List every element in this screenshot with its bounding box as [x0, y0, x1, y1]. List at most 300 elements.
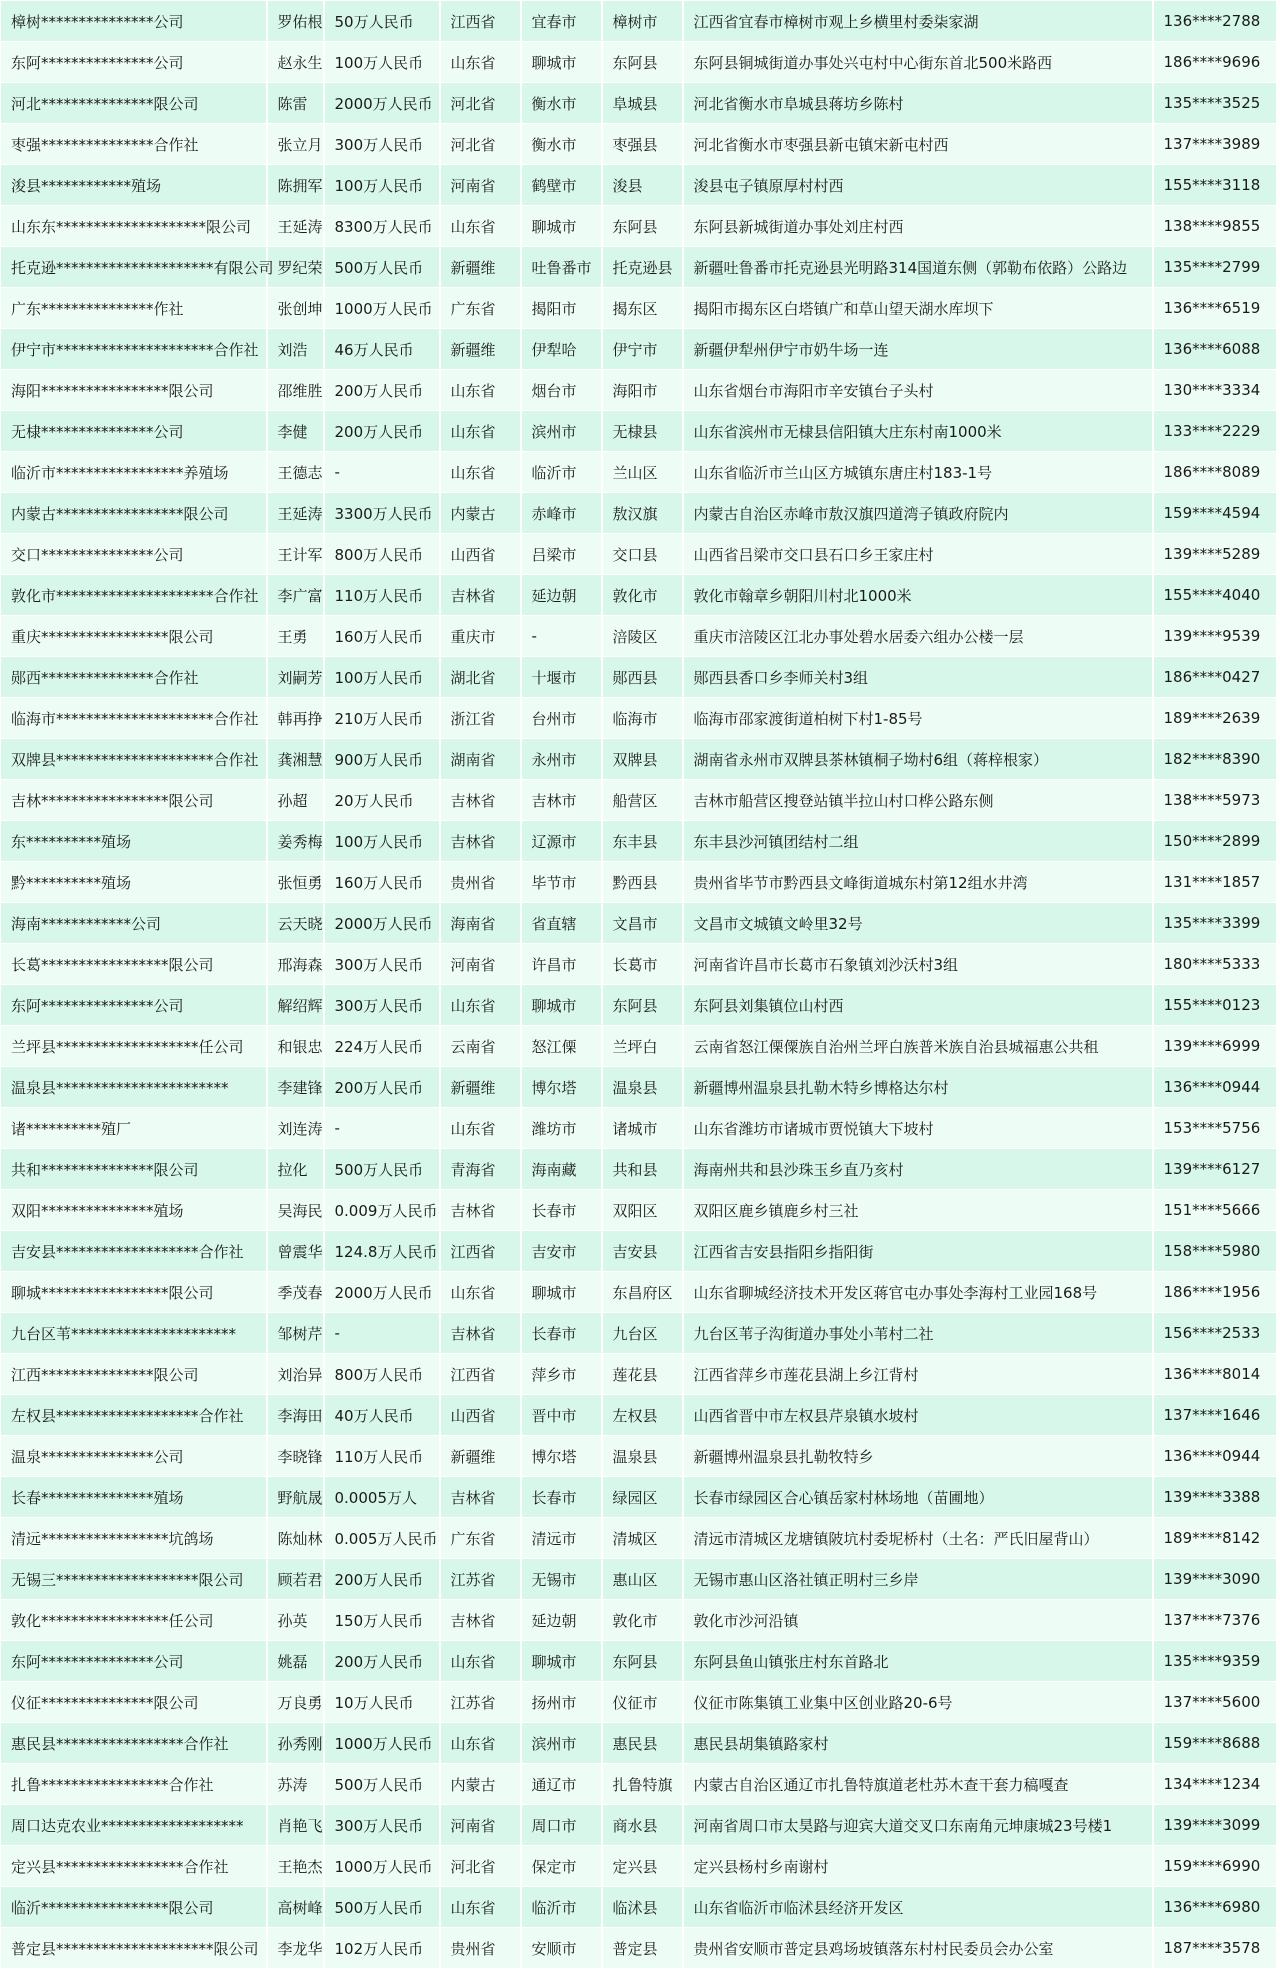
province-cell: 广东省: [440, 288, 521, 329]
table-row: [1, 1313, 1277, 1354]
registered-capital-cell: 200万人民币: [324, 370, 440, 411]
city-cell: 长春市: [521, 1190, 602, 1231]
city-cell: 安顺市: [521, 1928, 602, 1969]
legal-rep-cell: 孙超: [267, 780, 324, 821]
legal-rep-cell: 万良勇: [267, 1682, 324, 1723]
phone-cell: 139****6999: [1153, 1026, 1277, 1067]
company-name-cell: 河北***************限公司: [1, 83, 267, 124]
address-cell: 河南省周口市太昊路与迎宾大道交叉口东南角元坤康城23号楼1: [683, 1805, 1153, 1846]
phone-cell: 182****8390: [1153, 739, 1277, 780]
city-cell: 怒江傈: [521, 1026, 602, 1067]
registered-capital-cell: 1000万人民币: [324, 1846, 440, 1887]
province-cell: 江西省: [440, 1, 521, 42]
table-row: [1, 83, 1277, 124]
legal-rep-cell: 李晓锋: [267, 1436, 324, 1477]
district-cell: 左权县: [602, 1395, 683, 1436]
registered-capital-cell: 10万人民币: [324, 1682, 440, 1723]
company-name-cell: 浚县************殖场: [1, 165, 267, 206]
phone-cell: 137****3989: [1153, 124, 1277, 165]
district-cell: 临沭县: [602, 1887, 683, 1928]
table-row: [1, 1805, 1277, 1846]
province-cell: 吉林省: [440, 575, 521, 616]
company-name-cell: 周口达克农业*******************: [1, 1805, 267, 1846]
legal-rep-cell: 罗纪荣: [267, 247, 324, 288]
legal-rep-cell: 王艳杰: [267, 1846, 324, 1887]
address-cell: 山东省临沂市兰山区方城镇东唐庄村183-1号: [683, 452, 1153, 493]
table-row: [1, 1, 1277, 42]
table-row: [1, 616, 1277, 657]
company-name-cell: 江西***************限公司: [1, 1354, 267, 1395]
registered-capital-cell: 300万人民币: [324, 944, 440, 985]
legal-rep-cell: 曾震华: [267, 1231, 324, 1272]
address-cell: 新疆吐鲁番市托克逊县光明路314国道东侧（郭勒布依路）公路边: [683, 247, 1153, 288]
phone-cell: 151****5666: [1153, 1190, 1277, 1231]
company-name-cell: 九台区苇**********************: [1, 1313, 267, 1354]
registered-capital-cell: 100万人民币: [324, 821, 440, 862]
registered-capital-cell: 300万人民币: [324, 124, 440, 165]
registered-capital-cell: 40万人民币: [324, 1395, 440, 1436]
city-cell: 扬州市: [521, 1682, 602, 1723]
address-cell: 东阿县新城街道办事处刘庄村西: [683, 206, 1153, 247]
district-cell: 温泉县: [602, 1067, 683, 1108]
legal-rep-cell: 王延涛: [267, 493, 324, 534]
city-cell: 通辽市: [521, 1764, 602, 1805]
province-cell: 湖南省: [440, 739, 521, 780]
phone-cell: 159****4594: [1153, 493, 1277, 534]
phone-cell: 135****3399: [1153, 903, 1277, 944]
registered-capital-cell: 150万人民币: [324, 1600, 440, 1641]
registered-capital-cell: 2000万人民币: [324, 903, 440, 944]
city-cell: 许昌市: [521, 944, 602, 985]
address-cell: 郧西县香口乡李师关村3组: [683, 657, 1153, 698]
legal-rep-cell: 陈雷: [267, 83, 324, 124]
district-cell: 兰坪白: [602, 1026, 683, 1067]
district-cell: 无棣县: [602, 411, 683, 452]
province-cell: 贵州省: [440, 862, 521, 903]
table-row: [1, 1354, 1277, 1395]
table-row: [1, 739, 1277, 780]
city-cell: 吉安市: [521, 1231, 602, 1272]
registered-capital-cell: 200万人民币: [324, 1641, 440, 1682]
phone-cell: 187****3578: [1153, 1928, 1277, 1969]
phone-cell: 139****3099: [1153, 1805, 1277, 1846]
city-cell: 衡水市: [521, 124, 602, 165]
table-row: [1, 1477, 1277, 1518]
address-cell: 双阳区鹿乡镇鹿乡村三社: [683, 1190, 1153, 1231]
district-cell: 敖汉旗: [602, 493, 683, 534]
address-cell: 内蒙古自治区赤峰市敖汉旗四道湾子镇政府院内: [683, 493, 1153, 534]
legal-rep-cell: 王德志: [267, 452, 324, 493]
district-cell: 枣强县: [602, 124, 683, 165]
district-cell: 商水县: [602, 1805, 683, 1846]
registered-capital-cell: 100万人民币: [324, 657, 440, 698]
city-cell: 临沂市: [521, 1887, 602, 1928]
address-cell: 海南州共和县沙珠玉乡直乃亥村: [683, 1149, 1153, 1190]
registered-capital-cell: 300万人民币: [324, 985, 440, 1026]
table-row: [1, 1600, 1277, 1641]
registered-capital-cell: 3300万人民币: [324, 493, 440, 534]
legal-rep-cell: 苏涛: [267, 1764, 324, 1805]
address-cell: 吉林市船营区搜登站镇半拉山村口桦公路东侧: [683, 780, 1153, 821]
company-name-cell: 临海市*********************合作社: [1, 698, 267, 739]
company-name-cell: 双牌县*********************合作社: [1, 739, 267, 780]
registered-capital-cell: 100万人民币: [324, 42, 440, 83]
district-cell: 绿园区: [602, 1477, 683, 1518]
address-cell: 新疆伊犁州伊宁市奶牛场一连: [683, 329, 1153, 370]
phone-cell: 180****5333: [1153, 944, 1277, 985]
table-row: [1, 657, 1277, 698]
registered-capital-cell: 102万人民币: [324, 1928, 440, 1969]
phone-cell: 186****0427: [1153, 657, 1277, 698]
province-cell: 吉林省: [440, 1600, 521, 1641]
phone-cell: 136****6519: [1153, 288, 1277, 329]
city-cell: 聊城市: [521, 1272, 602, 1313]
phone-cell: 156****2533: [1153, 1313, 1277, 1354]
province-cell: 青海省: [440, 1149, 521, 1190]
legal-rep-cell: 季茂春: [267, 1272, 324, 1313]
phone-cell: 135****2799: [1153, 247, 1277, 288]
province-cell: 河南省: [440, 1805, 521, 1846]
city-cell: 临沂市: [521, 452, 602, 493]
table-row: [1, 329, 1277, 370]
legal-rep-cell: 邢海森: [267, 944, 324, 985]
company-name-cell: 重庆*****************限公司: [1, 616, 267, 657]
legal-rep-cell: 陈拥军: [267, 165, 324, 206]
registered-capital-cell: 900万人民币: [324, 739, 440, 780]
phone-cell: 186****1956: [1153, 1272, 1277, 1313]
legal-rep-cell: 孙秀刚: [267, 1723, 324, 1764]
company-name-cell: 惠民县*****************合作社: [1, 1723, 267, 1764]
phone-cell: 137****7376: [1153, 1600, 1277, 1641]
address-cell: 东阿县刘集镇位山村西: [683, 985, 1153, 1026]
table-row: [1, 1764, 1277, 1805]
registered-capital-cell: 46万人民币: [324, 329, 440, 370]
district-cell: 浚县: [602, 165, 683, 206]
address-cell: 临海市邵家渡街道柏树下村1-85号: [683, 698, 1153, 739]
province-cell: 山东省: [440, 452, 521, 493]
city-cell: 长春市: [521, 1477, 602, 1518]
address-cell: 山东省潍坊市诸城市贾悦镇大下坡村: [683, 1108, 1153, 1149]
company-name-cell: 黔**********殖场: [1, 862, 267, 903]
registered-capital-cell: 500万人民币: [324, 1887, 440, 1928]
district-cell: 东阿县: [602, 42, 683, 83]
district-cell: 定兴县: [602, 1846, 683, 1887]
registered-capital-cell: 210万人民币: [324, 698, 440, 739]
city-cell: 省直辖: [521, 903, 602, 944]
phone-cell: 189****2639: [1153, 698, 1277, 739]
district-cell: 扎鲁特旗: [602, 1764, 683, 1805]
address-cell: 无锡市惠山区洛社镇正明村三乡岸: [683, 1559, 1153, 1600]
province-cell: 山东省: [440, 1887, 521, 1928]
company-name-cell: 双阳***************殖场: [1, 1190, 267, 1231]
city-cell: 辽源市: [521, 821, 602, 862]
legal-rep-cell: 刘嗣芳: [267, 657, 324, 698]
legal-rep-cell: 韩再挣: [267, 698, 324, 739]
province-cell: 河南省: [440, 165, 521, 206]
registered-capital-cell: 200万人民币: [324, 411, 440, 452]
registered-capital-cell: 0.0005万人: [324, 1477, 440, 1518]
city-cell: 吕梁市: [521, 534, 602, 575]
company-name-cell: 广东***************作社: [1, 288, 267, 329]
registered-capital-cell: 0.009万人民币: [324, 1190, 440, 1231]
phone-cell: 186****8089: [1153, 452, 1277, 493]
table-row: [1, 1846, 1277, 1887]
province-cell: 江苏省: [440, 1682, 521, 1723]
company-name-cell: 敦化*****************任公司: [1, 1600, 267, 1641]
legal-rep-cell: 顾若君: [267, 1559, 324, 1600]
city-cell: 萍乡市: [521, 1354, 602, 1395]
registered-capital-cell: 200万人民币: [324, 1559, 440, 1600]
table-row: [1, 1395, 1277, 1436]
phone-cell: 136****6088: [1153, 329, 1277, 370]
phone-cell: 186****9696: [1153, 42, 1277, 83]
table-row: [1, 1026, 1277, 1067]
table-row: [1, 862, 1277, 903]
company-name-cell: 聊城*****************限公司: [1, 1272, 267, 1313]
city-cell: 聊城市: [521, 1641, 602, 1682]
district-cell: 船营区: [602, 780, 683, 821]
city-cell: 吐鲁番市: [521, 247, 602, 288]
district-cell: 温泉县: [602, 1436, 683, 1477]
province-cell: 内蒙古: [440, 1764, 521, 1805]
table-row: [1, 1518, 1277, 1559]
province-cell: 河北省: [440, 83, 521, 124]
company-name-cell: 吉林*****************限公司: [1, 780, 267, 821]
district-cell: 清城区: [602, 1518, 683, 1559]
city-cell: 永州市: [521, 739, 602, 780]
table-row: [1, 1928, 1277, 1969]
table-row: [1, 411, 1277, 452]
phone-cell: 139****3388: [1153, 1477, 1277, 1518]
company-name-cell: 东阿***************公司: [1, 1641, 267, 1682]
company-name-cell: 东阿***************公司: [1, 985, 267, 1026]
district-cell: 兰山区: [602, 452, 683, 493]
table-row: [1, 493, 1277, 534]
city-cell: 烟台市: [521, 370, 602, 411]
district-cell: 普定县: [602, 1928, 683, 1969]
city-cell: 周口市: [521, 1805, 602, 1846]
address-cell: 山东省聊城经济技术开发区蒋官屯办事处李海村工业园168号: [683, 1272, 1153, 1313]
district-cell: 敦化市: [602, 575, 683, 616]
legal-rep-cell: 李海田: [267, 1395, 324, 1436]
province-cell: 河北省: [440, 124, 521, 165]
address-cell: 长春市绿园区合心镇岳家村林场地（苗圃地）: [683, 1477, 1153, 1518]
company-name-cell: 长春***************殖场: [1, 1477, 267, 1518]
province-cell: 山东省: [440, 206, 521, 247]
province-cell: 山东省: [440, 1108, 521, 1149]
city-cell: 延边朝: [521, 575, 602, 616]
table-row: [1, 247, 1277, 288]
province-cell: 山东省: [440, 1723, 521, 1764]
table-row: [1, 780, 1277, 821]
phone-cell: 158****5980: [1153, 1231, 1277, 1272]
district-cell: 共和县: [602, 1149, 683, 1190]
province-cell: 广东省: [440, 1518, 521, 1559]
legal-rep-cell: 刘浩: [267, 329, 324, 370]
legal-rep-cell: 李龙华: [267, 1928, 324, 1969]
company-name-cell: 郧西***************合作社: [1, 657, 267, 698]
district-cell: 涪陵区: [602, 616, 683, 657]
city-cell: 无锡市: [521, 1559, 602, 1600]
district-cell: 九台区: [602, 1313, 683, 1354]
address-cell: 山西省晋中市左权县芹泉镇水坡村: [683, 1395, 1153, 1436]
phone-cell: 139****5289: [1153, 534, 1277, 575]
phone-cell: 137****5600: [1153, 1682, 1277, 1723]
company-name-cell: 山东东********************限公司: [1, 206, 267, 247]
address-cell: 新疆博州温泉县扎勒木特乡博格达尔村: [683, 1067, 1153, 1108]
district-cell: 东阿县: [602, 1641, 683, 1682]
city-cell: 海南藏: [521, 1149, 602, 1190]
city-cell: 聊城市: [521, 42, 602, 83]
province-cell: 山东省: [440, 42, 521, 83]
legal-rep-cell: 陈灿林: [267, 1518, 324, 1559]
province-cell: 江西省: [440, 1231, 521, 1272]
address-cell: 文昌市文城镇文岭里32号: [683, 903, 1153, 944]
phone-cell: 136****2788: [1153, 1, 1277, 42]
company-name-cell: 内蒙古*****************限公司: [1, 493, 267, 534]
address-cell: 江西省萍乡市莲花县湖上乡江背村: [683, 1354, 1153, 1395]
city-cell: 衡水市: [521, 83, 602, 124]
phone-cell: 150****2899: [1153, 821, 1277, 862]
province-cell: 吉林省: [440, 1477, 521, 1518]
phone-cell: 155****0123: [1153, 985, 1277, 1026]
city-cell: 聊城市: [521, 985, 602, 1026]
address-cell: 敦化市沙河沿镇: [683, 1600, 1153, 1641]
registered-capital-cell: 160万人民币: [324, 862, 440, 903]
legal-rep-cell: 李广富: [267, 575, 324, 616]
district-cell: 吉安县: [602, 1231, 683, 1272]
address-cell: 贵州省毕节市黔西县文峰街道城东村第12组水井湾: [683, 862, 1153, 903]
company-name-cell: 仪征***************限公司: [1, 1682, 267, 1723]
registered-capital-cell: 160万人民币: [324, 616, 440, 657]
province-cell: 新疆维: [440, 1067, 521, 1108]
province-cell: 吉林省: [440, 780, 521, 821]
table-row: [1, 1723, 1277, 1764]
table-row: [1, 1272, 1277, 1313]
province-cell: 新疆维: [440, 247, 521, 288]
address-cell: 东阿县鱼山镇张庄村东首路北: [683, 1641, 1153, 1682]
address-cell: 山东省滨州市无棣县信阳镇大庄东村南1000米: [683, 411, 1153, 452]
district-cell: 郧西县: [602, 657, 683, 698]
phone-cell: 131****1857: [1153, 862, 1277, 903]
phone-cell: 159****6990: [1153, 1846, 1277, 1887]
province-cell: 江西省: [440, 1354, 521, 1395]
address-cell: 敦化市翰章乡朝阳川村北1000米: [683, 575, 1153, 616]
company-name-cell: 左权县*******************合作社: [1, 1395, 267, 1436]
phone-cell: 130****3334: [1153, 370, 1277, 411]
phone-cell: 136****8014: [1153, 1354, 1277, 1395]
district-cell: 东丰县: [602, 821, 683, 862]
table-row: [1, 1887, 1277, 1928]
company-name-cell: 临沂*****************限公司: [1, 1887, 267, 1928]
district-cell: 长葛市: [602, 944, 683, 985]
legal-rep-cell: 王计军: [267, 534, 324, 575]
company-name-cell: 临沂市*****************养殖场: [1, 452, 267, 493]
table-row: [1, 1559, 1277, 1600]
address-cell: 云南省怒江傈僳族自治州兰坪白族普米族自治县城福惠公共租: [683, 1026, 1153, 1067]
phone-cell: 139****6127: [1153, 1149, 1277, 1190]
city-cell: 潍坊市: [521, 1108, 602, 1149]
registered-capital-cell: 200万人民币: [324, 1067, 440, 1108]
table-row: [1, 1682, 1277, 1723]
table-row: [1, 821, 1277, 862]
address-cell: 九台区苇子沟街道办事处小苇村二社: [683, 1313, 1153, 1354]
address-cell: 江西省吉安县指阳乡指阳街: [683, 1231, 1153, 1272]
address-cell: 江西省宜春市樟树市观上乡横里村委柒家湖: [683, 1, 1153, 42]
province-cell: 吉林省: [440, 821, 521, 862]
legal-rep-cell: 姚磊: [267, 1641, 324, 1682]
company-name-cell: 定兴县*****************合作社: [1, 1846, 267, 1887]
legal-rep-cell: 赵永生: [267, 42, 324, 83]
province-cell: 山东省: [440, 1272, 521, 1313]
registered-capital-cell: 500万人民币: [324, 247, 440, 288]
company-name-cell: 枣强***************合作社: [1, 124, 267, 165]
legal-rep-cell: 吴海民: [267, 1190, 324, 1231]
city-cell: 吉林市: [521, 780, 602, 821]
province-cell: 山东省: [440, 370, 521, 411]
city-cell: 滨州市: [521, 411, 602, 452]
registered-capital-cell: 0.005万人民币: [324, 1518, 440, 1559]
table-row: [1, 944, 1277, 985]
province-cell: 湖北省: [440, 657, 521, 698]
registered-capital-cell: 20万人民币: [324, 780, 440, 821]
table-row: [1, 1149, 1277, 1190]
address-cell: 贵州省安顺市普定县鸡场坡镇落东村村民委员会办公室: [683, 1928, 1153, 1969]
company-name-cell: 无锡三*******************限公司: [1, 1559, 267, 1600]
company-name-cell: 海南************公司: [1, 903, 267, 944]
legal-rep-cell: 云天晓: [267, 903, 324, 944]
table-row: [1, 1231, 1277, 1272]
registered-capital-cell: 300万人民币: [324, 1805, 440, 1846]
city-cell: -: [521, 616, 602, 657]
registered-capital-cell: -: [324, 1108, 440, 1149]
legal-rep-cell: 肖艳飞: [267, 1805, 324, 1846]
registered-capital-cell: 100万人民币: [324, 165, 440, 206]
company-name-cell: 樟树***************公司: [1, 1, 267, 42]
city-cell: 博尔塔: [521, 1436, 602, 1477]
city-cell: 清远市: [521, 1518, 602, 1559]
company-name-cell: 扎鲁*****************合作社: [1, 1764, 267, 1805]
table-row: [1, 370, 1277, 411]
company-name-cell: 伊宁市*********************合作社: [1, 329, 267, 370]
registered-capital-cell: 2000万人民币: [324, 1272, 440, 1313]
city-cell: 鹤壁市: [521, 165, 602, 206]
legal-rep-cell: 刘连涛: [267, 1108, 324, 1149]
legal-rep-cell: 解绍辉: [267, 985, 324, 1026]
table-row: [1, 903, 1277, 944]
phone-cell: 153****5756: [1153, 1108, 1277, 1149]
address-cell: 山西省吕梁市交口县石口乡王家庄村: [683, 534, 1153, 575]
company-name-cell: 无棣***************公司: [1, 411, 267, 452]
phone-cell: 136****6980: [1153, 1887, 1277, 1928]
city-cell: 博尔塔: [521, 1067, 602, 1108]
table-row: [1, 575, 1277, 616]
province-cell: 河南省: [440, 944, 521, 985]
phone-cell: 135****3525: [1153, 83, 1277, 124]
address-cell: 新疆博州温泉县扎勒牧特乡: [683, 1436, 1153, 1477]
legal-rep-cell: 和银忠: [267, 1026, 324, 1067]
district-cell: 伊宁市: [602, 329, 683, 370]
district-cell: 东阿县: [602, 206, 683, 247]
company-name-cell: 东阿***************公司: [1, 42, 267, 83]
city-cell: 滨州市: [521, 1723, 602, 1764]
district-cell: 樟树市: [602, 1, 683, 42]
registered-capital-cell: 110万人民币: [324, 1436, 440, 1477]
city-cell: 揭阳市: [521, 288, 602, 329]
table-row: [1, 1190, 1277, 1231]
province-cell: 山西省: [440, 534, 521, 575]
address-cell: 浚县屯子镇原厚村村西: [683, 165, 1153, 206]
